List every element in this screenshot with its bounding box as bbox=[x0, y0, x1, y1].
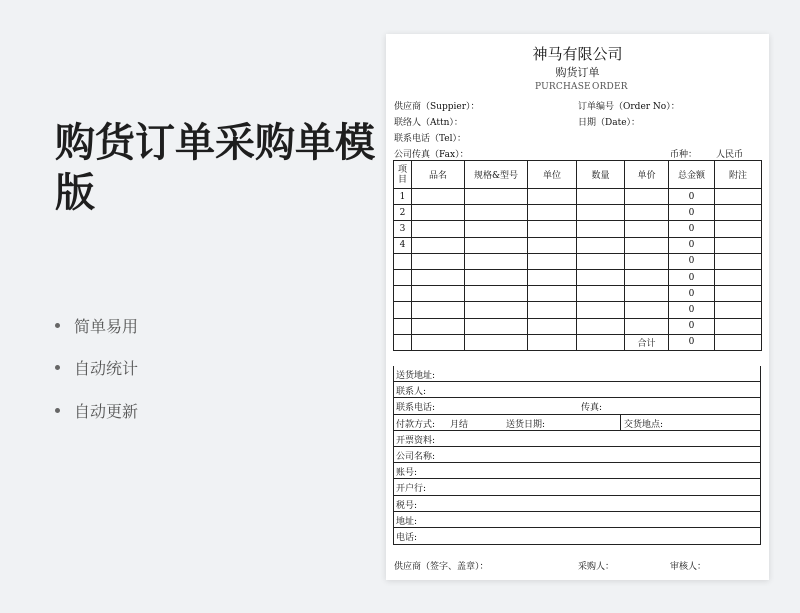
company-name-row bbox=[394, 447, 760, 463]
table-cell bbox=[412, 221, 465, 237]
feature-item bbox=[55, 399, 138, 421]
feature-label: 自动更新 bbox=[74, 401, 139, 421]
delivery-place-label: 交货地点: bbox=[624, 419, 664, 430]
table-cell bbox=[528, 189, 577, 205]
table-cell bbox=[577, 189, 625, 205]
table-cell bbox=[625, 269, 669, 285]
header-cell: 单价 bbox=[625, 161, 669, 189]
row-total-cell: 0 bbox=[669, 237, 715, 253]
fax-label: 传真: bbox=[581, 403, 603, 414]
phone-label: 联系电话: bbox=[396, 403, 436, 414]
row-number-cell bbox=[394, 269, 412, 285]
table-row bbox=[394, 221, 762, 237]
header-cell: 数量 bbox=[577, 161, 625, 189]
tax-no-label: 税号: bbox=[396, 500, 418, 511]
table-row bbox=[394, 318, 762, 334]
row-total-cell: 0 bbox=[669, 205, 715, 221]
row-total-cell: 0 bbox=[669, 221, 715, 237]
order-details-section bbox=[393, 366, 761, 545]
table-cell bbox=[465, 318, 528, 334]
document-subtitle: 购货订单 bbox=[555, 66, 600, 79]
delivery-date-label: 送货日期: bbox=[506, 419, 546, 430]
feature-item bbox=[55, 357, 138, 379]
header-cell: 规格&型号 bbox=[465, 161, 528, 189]
row-total-cell: 0 bbox=[669, 269, 715, 285]
table-cell bbox=[715, 237, 762, 253]
table-cell bbox=[577, 286, 625, 302]
table-cell bbox=[715, 318, 762, 334]
table-cell bbox=[715, 221, 762, 237]
table-cell bbox=[625, 286, 669, 302]
table-cell bbox=[465, 205, 528, 221]
feature-item bbox=[55, 314, 138, 336]
table-cell bbox=[715, 302, 762, 318]
table-cell bbox=[715, 189, 762, 205]
table-cell bbox=[465, 286, 528, 302]
table-cell bbox=[625, 237, 669, 253]
table-cell bbox=[577, 302, 625, 318]
table-cell bbox=[528, 286, 577, 302]
row-total-cell: 0 bbox=[669, 318, 715, 334]
row-number-cell: 1 bbox=[394, 189, 412, 205]
payment-row bbox=[394, 415, 760, 431]
row-number-cell bbox=[394, 302, 412, 318]
table-cell bbox=[715, 269, 762, 285]
table-cell bbox=[625, 189, 669, 205]
row-number-cell: 2 bbox=[394, 205, 412, 221]
row-total-cell: 0 bbox=[669, 302, 715, 318]
header-cell: 品名 bbox=[412, 161, 465, 189]
table-cell bbox=[625, 318, 669, 334]
header-cell: 单位 bbox=[528, 161, 577, 189]
table-cell bbox=[625, 253, 669, 269]
header-cell: 项目 bbox=[394, 161, 412, 189]
row-number-cell bbox=[394, 253, 412, 269]
company-name-label: 公司名称: bbox=[396, 451, 436, 462]
row-number-cell bbox=[394, 318, 412, 334]
table-cell bbox=[577, 334, 625, 350]
table-cell bbox=[412, 334, 465, 350]
attn-label: 联络人（Attn）： bbox=[394, 118, 463, 128]
row-total-cell: 0 bbox=[669, 189, 715, 205]
table-cell bbox=[465, 221, 528, 237]
table-cell bbox=[465, 302, 528, 318]
table-cell bbox=[528, 302, 577, 318]
table-cell bbox=[528, 318, 577, 334]
sum-label-cell: 合计 bbox=[625, 334, 669, 350]
feature-label: 自动统计 bbox=[74, 359, 139, 378]
company-name: 神马有限公司 bbox=[532, 45, 623, 63]
table-cell bbox=[412, 269, 465, 285]
table-cell bbox=[412, 189, 465, 205]
delivery-address-row bbox=[394, 366, 760, 382]
table-cell bbox=[715, 286, 762, 302]
table-cell bbox=[625, 205, 669, 221]
purchaser-signature-label: 采购人： bbox=[578, 562, 615, 572]
table-cell bbox=[577, 253, 625, 269]
account-row bbox=[394, 463, 760, 479]
table-cell bbox=[577, 269, 625, 285]
table-cell bbox=[394, 334, 412, 350]
tax-no-row bbox=[394, 496, 760, 512]
fax-label: 公司传真（Fax）： bbox=[394, 150, 469, 160]
contact-row bbox=[394, 382, 760, 398]
supplier-signature-label: 供应商（签字、盖章）： bbox=[394, 562, 489, 572]
table-sum-row bbox=[394, 334, 762, 350]
subtitle-en-order: ORDER bbox=[592, 82, 628, 92]
address-row bbox=[394, 512, 760, 528]
sum-value-cell: 0 bbox=[669, 334, 715, 350]
feature-label: 简单易用 bbox=[74, 316, 139, 336]
header-cell: 附注 bbox=[715, 161, 762, 189]
table-cell bbox=[577, 221, 625, 237]
tel-label: 电话: bbox=[396, 532, 418, 543]
currency-value: 人民币 bbox=[716, 150, 744, 160]
phone-fax-row bbox=[394, 398, 760, 414]
row-number-cell: 4 bbox=[394, 237, 412, 253]
table-cell bbox=[625, 221, 669, 237]
purchase-order-document bbox=[386, 34, 769, 580]
bullet-dot-icon bbox=[55, 365, 60, 370]
table-cell bbox=[577, 318, 625, 334]
supplier-label: 供应商（Suppier）： bbox=[394, 102, 480, 112]
tel-row bbox=[394, 528, 760, 544]
header-cell: 总金额 bbox=[669, 161, 715, 189]
invoice-label: 开票资料: bbox=[396, 435, 436, 446]
currency-label: 币种： bbox=[670, 150, 698, 160]
bullet-dot-icon bbox=[55, 323, 60, 328]
table-cell bbox=[715, 253, 762, 269]
table-cell bbox=[412, 318, 465, 334]
bank-row bbox=[394, 479, 760, 495]
table-row bbox=[394, 205, 762, 221]
table-header-row bbox=[394, 161, 762, 189]
bank-label: 开户行: bbox=[396, 484, 427, 495]
table-row bbox=[394, 286, 762, 302]
delivery-address-label: 送货地址: bbox=[396, 371, 436, 381]
order-items-table bbox=[393, 160, 762, 351]
page-title: 购货订单采购单模版 bbox=[55, 120, 375, 216]
table-cell bbox=[577, 237, 625, 253]
reviewer-signature-label: 审核人： bbox=[670, 562, 707, 572]
table-cell bbox=[465, 253, 528, 269]
table-cell bbox=[528, 253, 577, 269]
table-cell bbox=[528, 269, 577, 285]
row-total-cell: 0 bbox=[669, 286, 715, 302]
table-cell bbox=[412, 286, 465, 302]
table-row bbox=[394, 253, 762, 269]
table-cell bbox=[625, 302, 669, 318]
table-cell bbox=[528, 205, 577, 221]
table-cell bbox=[412, 253, 465, 269]
table-cell bbox=[465, 237, 528, 253]
table-cell bbox=[528, 237, 577, 253]
table-cell bbox=[465, 189, 528, 205]
table-cell bbox=[528, 334, 577, 350]
table-cell bbox=[528, 221, 577, 237]
subtitle-en-purchase: PURCHASE bbox=[535, 82, 591, 92]
table-cell bbox=[577, 205, 625, 221]
table-row bbox=[394, 189, 762, 205]
table-row bbox=[394, 302, 762, 318]
payment-method-value: 月结 bbox=[450, 419, 469, 430]
table-cell bbox=[465, 334, 528, 350]
contact-label: 联系人: bbox=[396, 387, 427, 398]
table-cell bbox=[412, 302, 465, 318]
table-cell bbox=[715, 334, 762, 350]
table-cell bbox=[412, 205, 465, 221]
invoice-row bbox=[394, 431, 760, 447]
row-number-cell bbox=[394, 286, 412, 302]
tel-label: 联系电话（Tel）： bbox=[394, 134, 467, 144]
table-row bbox=[394, 237, 762, 253]
feature-list bbox=[55, 314, 138, 442]
account-label: 账号: bbox=[396, 468, 418, 479]
table-cell bbox=[412, 237, 465, 253]
payment-method-label: 付款方式: bbox=[396, 419, 436, 430]
column-divider bbox=[620, 415, 621, 430]
table-row bbox=[394, 269, 762, 285]
table-cell bbox=[465, 269, 528, 285]
bullet-dot-icon bbox=[55, 408, 60, 413]
table-cell bbox=[715, 205, 762, 221]
date-label: 日期（Date）： bbox=[578, 118, 641, 128]
address-label: 地址: bbox=[396, 516, 418, 527]
row-number-cell: 3 bbox=[394, 221, 412, 237]
order-no-label: 订单编号（Order No）： bbox=[578, 102, 680, 112]
row-total-cell: 0 bbox=[669, 253, 715, 269]
